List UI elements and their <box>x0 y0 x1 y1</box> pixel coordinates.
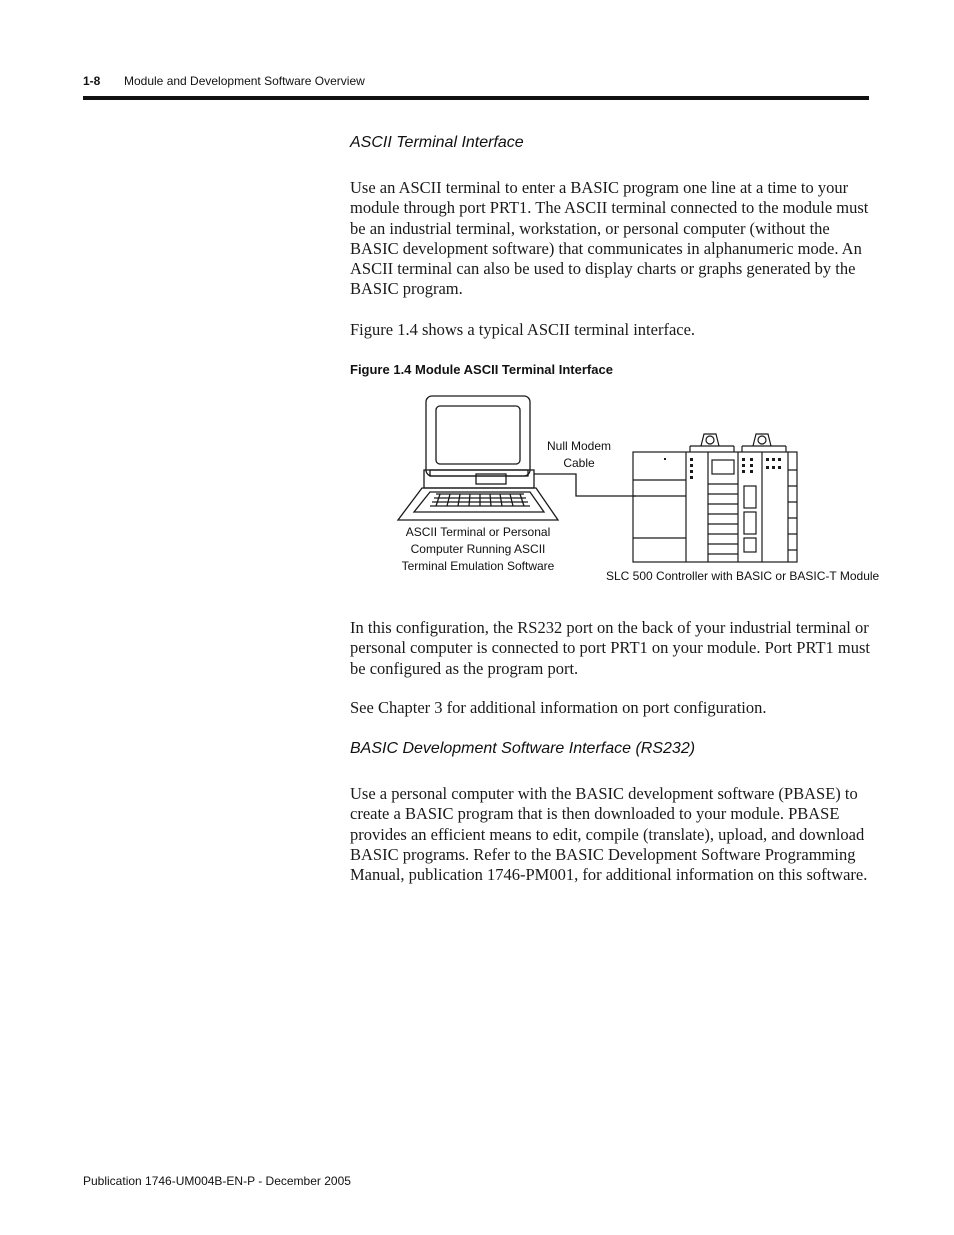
para-figure-ref-wrap <box>350 320 870 340</box>
controller-chassis-icon <box>633 434 797 562</box>
figure-title-wrap <box>350 362 870 377</box>
para-chapter-ref-wrap <box>350 698 870 718</box>
para-basic-wrap <box>350 784 870 885</box>
para-ascii-intro-wrap <box>350 178 870 300</box>
page-number: 1-8 <box>83 74 101 88</box>
para-basic: Use a personal computer with the BASIC development software (PBASE) to create a BASIC program that is then downloaded to your module. PBASE provides an efficient means to edit, compile (translate), upload, and download BASIC programs. Refer to the BASIC Development Software Programming Manual, publication 1746-PM001, for additional information on this software. <box>350 784 868 885</box>
section-heading-ascii: ASCII Terminal Interface <box>350 134 524 151</box>
para-chapter-ref: See Chapter 3 for additional information on port configuration. <box>350 698 767 717</box>
controller-leds <box>664 458 781 479</box>
null-modem-cable-label: Null Modem Cable <box>546 439 612 470</box>
figure-title: Figure 1.4 Module ASCII Terminal Interface <box>350 362 613 377</box>
computer-icon <box>398 396 558 520</box>
para-figure-ref: Figure 1.4 shows a typical ASCII terminal interface. <box>350 320 696 339</box>
para-config: In this configuration, the RS232 port on the back of your industrial terminal or personal computer is connected to port PRT1 on your module. Port PRT1 must be configured as the program port. <box>350 618 870 678</box>
para-ascii-intro: Use an ASCII terminal to enter a BASIC program one line at a time to your module through port PRT1. The ASCII terminal connected to the module must be an industrial terminal, workstation, or personal computer (without the BASIC development software) that communicates in alphanumeric mode. An ASCII terminal can also be used to display charts or graphs generated by the BASIC program. <box>350 178 869 299</box>
section-ascii-heading-wrap <box>350 134 870 152</box>
running-title: Module and Development Software Overview <box>124 74 365 88</box>
section-heading-basic: BASIC Development Software Interface (RS232) <box>350 740 696 757</box>
figure-diagram <box>390 390 880 590</box>
header-rule <box>83 96 869 100</box>
page-header <box>83 72 869 92</box>
terminal-label: ASCII Terminal or Personal Computer Running ASCII Terminal Emulation Software <box>401 525 555 573</box>
footer-publication: Publication 1746-UM004B-EN-P - December 2005 <box>83 1174 351 1188</box>
section-basic-heading-wrap <box>350 740 870 758</box>
null-modem-cable-line <box>534 474 636 496</box>
controller-label: SLC 500 Controller with BASIC or BASIC-T Module <box>606 569 880 583</box>
para-config-wrap <box>350 618 870 679</box>
